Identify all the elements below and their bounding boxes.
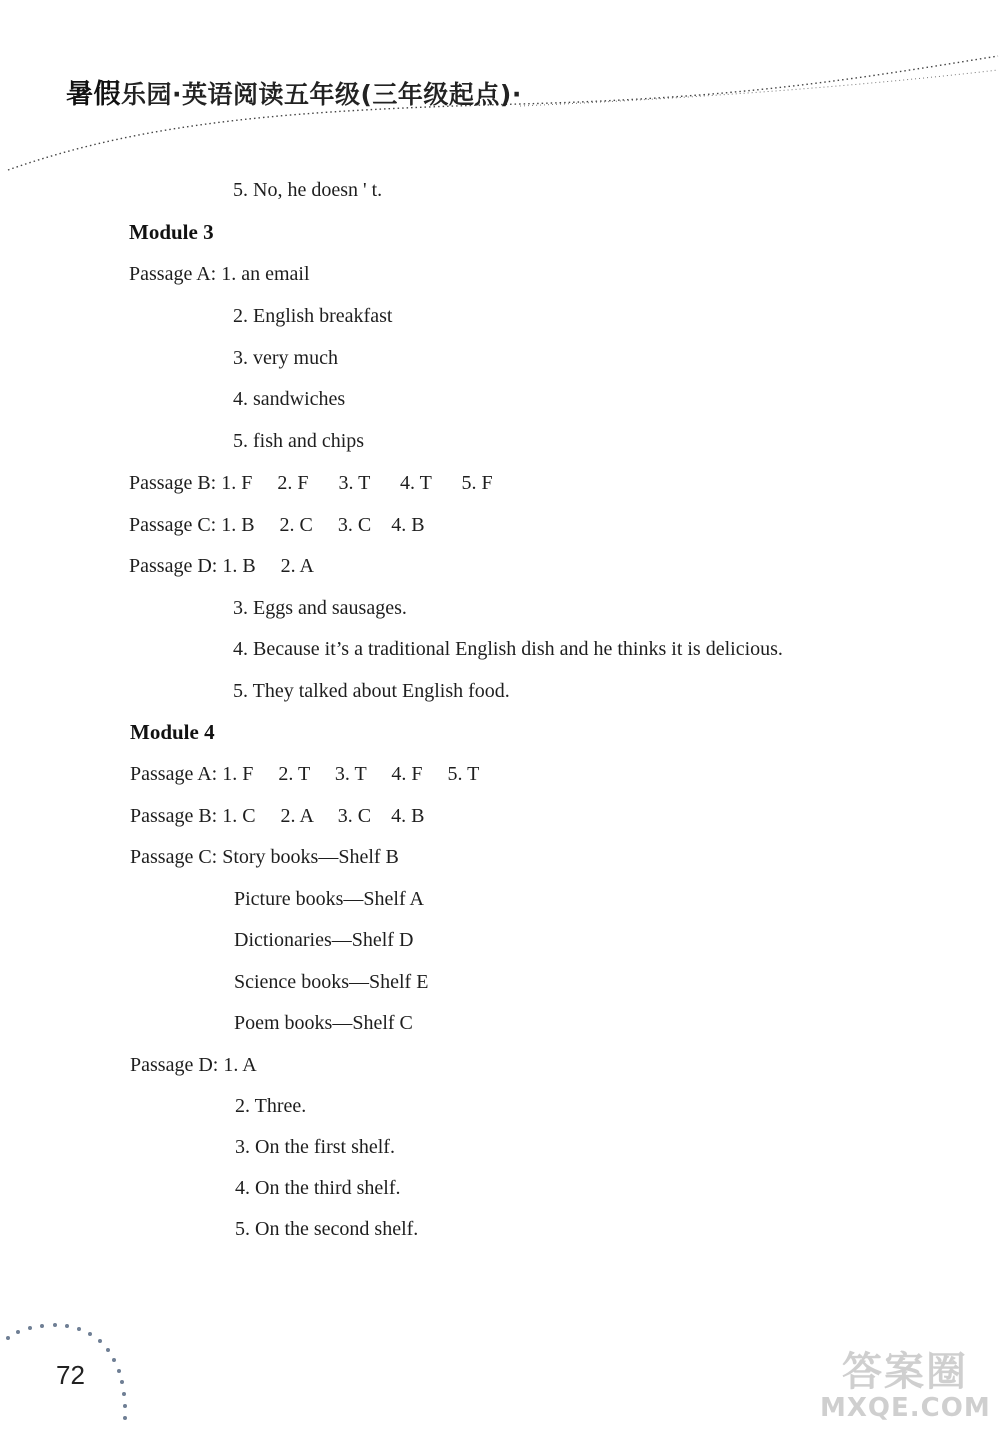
answer-line: Dictionaries—Shelf D [234, 929, 414, 951]
answer-line: 4. On the third shelf. [235, 1177, 401, 1199]
answer-line: 5. No, he doesn ' t. [233, 179, 383, 201]
watermark-cn: 答案圈 [842, 1349, 968, 1395]
page-number: 72 [56, 1360, 85, 1390]
book-title-header [66, 72, 522, 111]
answer-line: 3. very much [233, 347, 338, 369]
book-title-rest: 乐园·英语阅读五年级(三年级起点)· [121, 80, 522, 109]
module-4-heading: Module 4 [130, 720, 215, 744]
module-3-heading: Module 3 [129, 220, 214, 244]
book-title-prefix: 暑假 [66, 79, 121, 110]
answer-line: Passage B: 1. F 2. F 3. T 4. T 5. F [129, 472, 493, 494]
watermark-logo [820, 1340, 990, 1423]
answer-line: 5. They talked about English food. [233, 680, 510, 702]
answer-line: Passage A: 1. an email [129, 263, 310, 285]
answer-line: 4. sandwiches [233, 388, 346, 410]
answer-line: Picture books—Shelf A [234, 888, 424, 910]
answer-line: 3. On the first shelf. [235, 1136, 395, 1158]
answer-line: 3. Eggs and sausages. [233, 597, 407, 619]
answer-line: 5. fish and chips [233, 430, 365, 452]
answer-line: 5. On the second shelf. [235, 1218, 419, 1240]
answer-line: Passage A: 1. F 2. T 3. T 4. F 5. T [130, 763, 480, 785]
answer-line: Passage C: 1. B 2. C 3. C 4. B [129, 514, 425, 536]
answer-line: Science books—Shelf E [234, 971, 429, 993]
answer-line: Passage C: Story books—Shelf B [130, 846, 399, 868]
answer-line: Passage D: 1. A [130, 1054, 257, 1076]
answer-line: 2. Three. [235, 1095, 307, 1117]
answer-line: Passage B: 1. C 2. A 3. C 4. B [130, 805, 425, 827]
answer-line: Passage D: 1. B 2. A [129, 555, 314, 577]
answer-line: Poem books—Shelf C [234, 1012, 413, 1034]
answer-line: 2. English breakfast [233, 305, 393, 327]
watermark-url: MXQE.COM [820, 1393, 991, 1423]
answer-line: 4. Because it’s a traditional English dish and he thinks it is delicious. [233, 638, 783, 660]
